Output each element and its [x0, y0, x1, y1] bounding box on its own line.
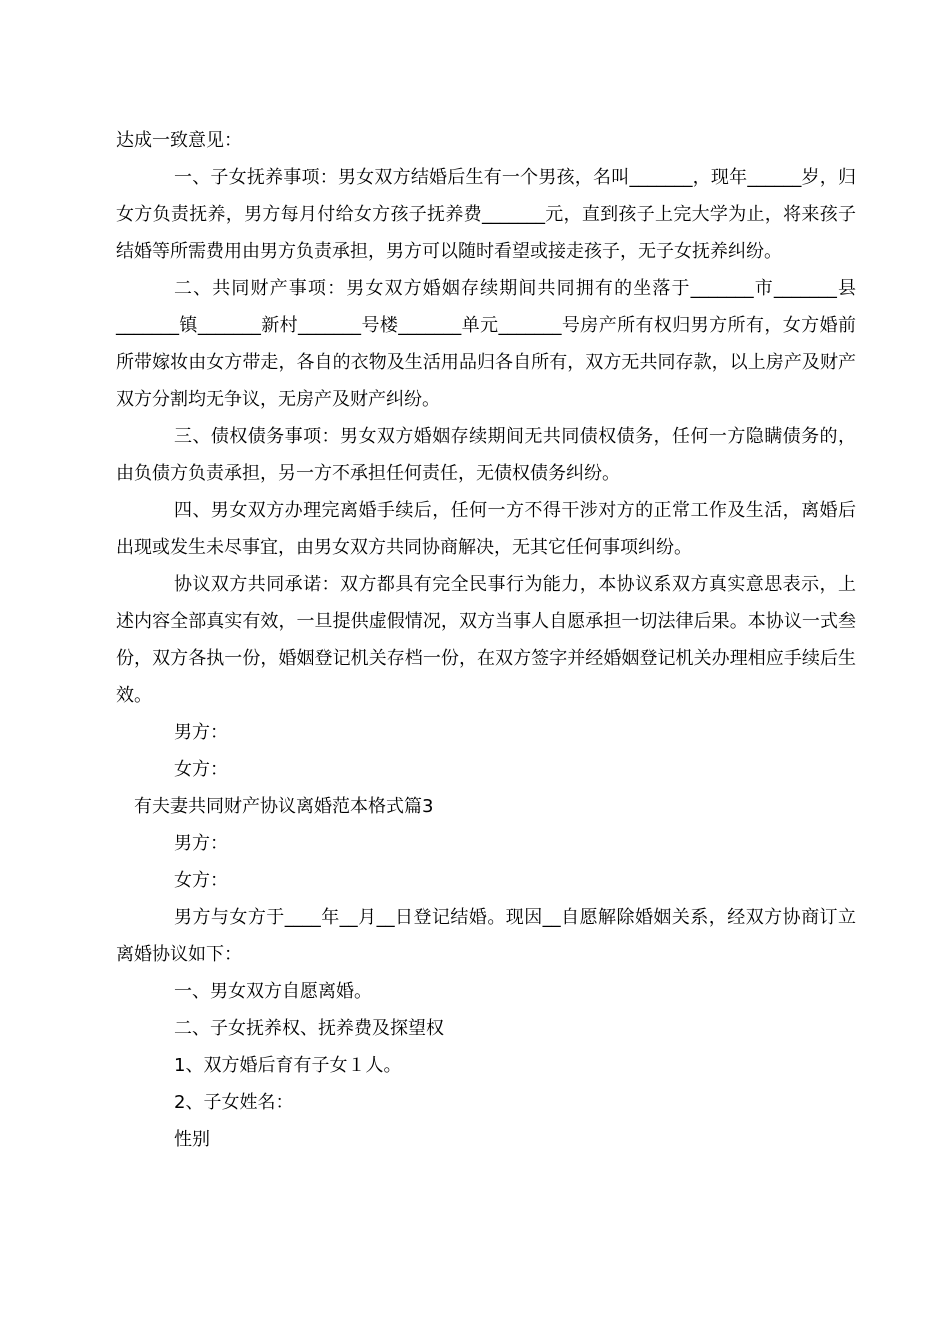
paragraph: 二、共同财产事项：男女双方婚姻存续期间共同拥有的坐落于_______市_______县_______镇_______新村_______号楼_______单元_______号房产所有权归男方所有，女方婚前所带嫁妆由女方带走，各自的衣物及生活用品归各自所有，双方无共同存款，以上房产及财产双方分割均无争议，无房产及财产纠纷。: [116, 278, 856, 410]
party-male: 男方：: [174, 833, 228, 854]
paragraph: 1、双方婚后育有子女１人。: [174, 1055, 402, 1076]
paragraph: 性别: [174, 1129, 210, 1150]
paragraph: 男方与女方于____年__月__日登记结婚。现因__自愿解除婚姻关系，经双方协商订立离婚协议如下：: [116, 907, 856, 965]
signature-line-female: 女方：: [174, 759, 228, 780]
paragraph: 一、男女双方自愿离婚。: [174, 981, 372, 1002]
paragraph: 三、债权债务事项：男女双方婚姻存续期间无共同债权债务，任何一方隐瞒债务的，由负债方负责承担，另一方不承担任何责任，无债权债务纠纷。: [116, 426, 856, 484]
section-title: 有夫妻共同财产协议离婚范本格式篇3: [134, 796, 434, 817]
paragraph: 协议双方共同承诺：双方都具有完全民事行为能力，本协议系双方真实意思表示，上述内容全部真实有效，一旦提供虚假情况，双方当事人自愿承担一切法律后果。本协议一式叁份，双方各执一份，婚姻登记机关存档一份，在双方签字并经婚姻登记机关办理相应手续后生效。: [116, 574, 856, 706]
paragraph: 2、子女姓名：: [174, 1092, 294, 1113]
party-female: 女方：: [174, 870, 228, 891]
paragraph: 四、男女双方办理完离婚手续后，任何一方不得干涉对方的正常工作及生活，离婚后出现或发生未尽事宜，由男女双方共同协商解决，无其它任何事项纠纷。: [116, 500, 856, 558]
signature-line-male: 男方：: [174, 722, 228, 743]
paragraph: 一、子女抚养事项：男女双方结婚后生有一个男孩，名叫_______，现年______岁，归女方负责抚养，男方每月付给女方孩子抚养费_______元，直到孩子上完大学为止，将来孩子结婚等所需费用由男方负责承担，男方可以随时看望或接走孩子，无子女抚养纠纷。: [116, 167, 856, 262]
paragraph: 二、子女抚养权、抚养费及探望权: [174, 1018, 444, 1039]
paragraph: 达成一致意见：: [116, 130, 242, 151]
document-body: [116, 122, 856, 1158]
